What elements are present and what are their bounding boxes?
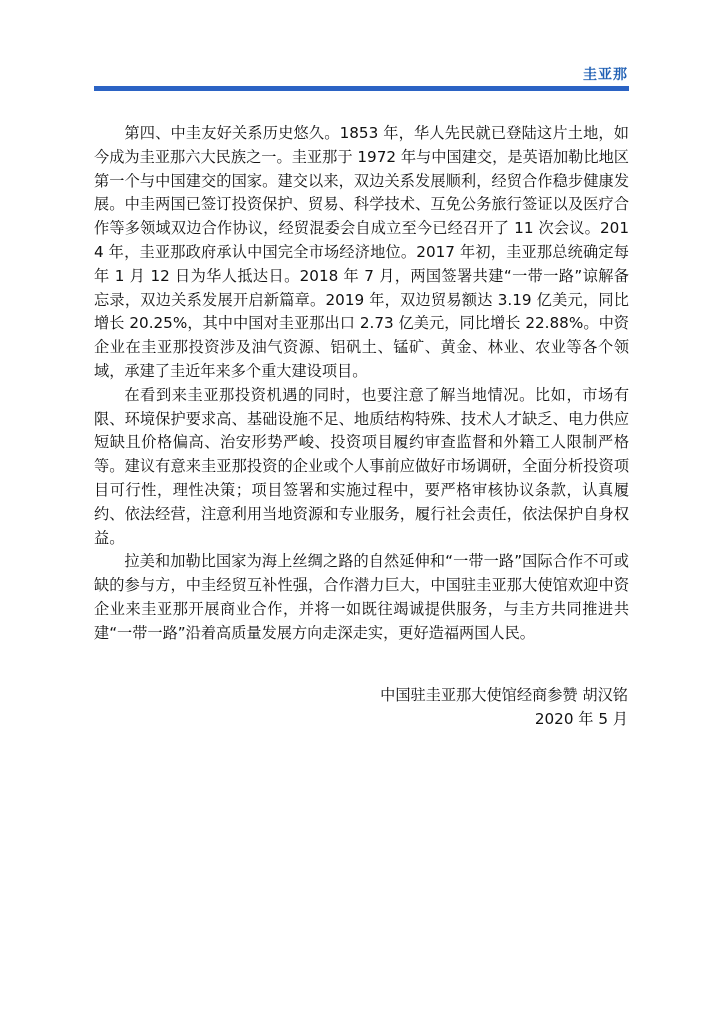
signature-block [380, 684, 628, 732]
paragraph-cooperation-outlook: 拉美和加勒比国家为海上丝绸之路的自然延伸和“一带一路”国际合作不可或缺的参与方，中圭经贸互补性强，合作潜力巨大，中国驻圭亚那大使馆欢迎中资企业来圭亚那开展商业合作，并将一如既往竭诚提供服务，与圭方共同推进共建“一带一路”沿着高质量发展方向走深走实，更好造福两国人民。 [94, 552, 629, 642]
signature-author: 中国驻圭亚那大使馆经商参赞 胡汉铭 [380, 686, 628, 704]
running-header-title: 圭亚那 [583, 67, 628, 83]
paragraph-investment-advice: 在看到来圭亚那投资机遇的同时，也要注意了解当地情况。比如，市场有限、环境保护要求高、基础设施不足、地质结构特殊、技术人才缺乏、电力供应短缺且价格偏高、治安形势严峻、投资项目履约审查监督和外籍工人限制严格等。建议有意来圭亚那投资的企业或个人事前应做好市场调研，全面分析投资项目可行性，理性决策；项目签署和实施过程中，要严格审核协议条款，认真履约、依法经营，注意利用当地资源和专业服务，履行社会责任，依法保护自身权益。 [94, 385, 629, 547]
paragraph-history-relations: 第四、中圭友好关系历史悠久。1853 年，华人先民就已登陆这片土地，如今成为圭亚那六大民族之一。圭亚那于 1972 年与中国建交，是英语加勒比地区第一个与中国建交的国家。建交以来，双边关系发展顺利，经贸合作稳步健康发展。中圭两国已签订投资保护、贸易、科学技术、互免公务旅行签证以及医疗合作等多领域双边合作协议，经贸混委会自成立至今已经召开了 11 次会议。2014 年，圭亚那政府承认中国完全市场经济地位。2017 年初，圭亚那总统确定每年 1 月 12 日为华人抵达日。2018 年 7 月，两国签署共建“一带一路”谅解备忘录，双边关系发展开启新篇章。2019 年，双边贸易额达 3.19 亿美元，同比增长 20.25%，其中中国对圭亚那出口 2.73 亿美元，同比增长 22.88%。中资企业在圭亚那投资涉及油气资源、铝矾土、锰矿、黄金、林业、农业等各个领域，承建了圭近年来多个重大建设项目。 [94, 124, 629, 380]
header-divider [94, 86, 629, 91]
document-body [94, 122, 629, 646]
signature-date: 2020 年 5 月 [534, 709, 628, 728]
